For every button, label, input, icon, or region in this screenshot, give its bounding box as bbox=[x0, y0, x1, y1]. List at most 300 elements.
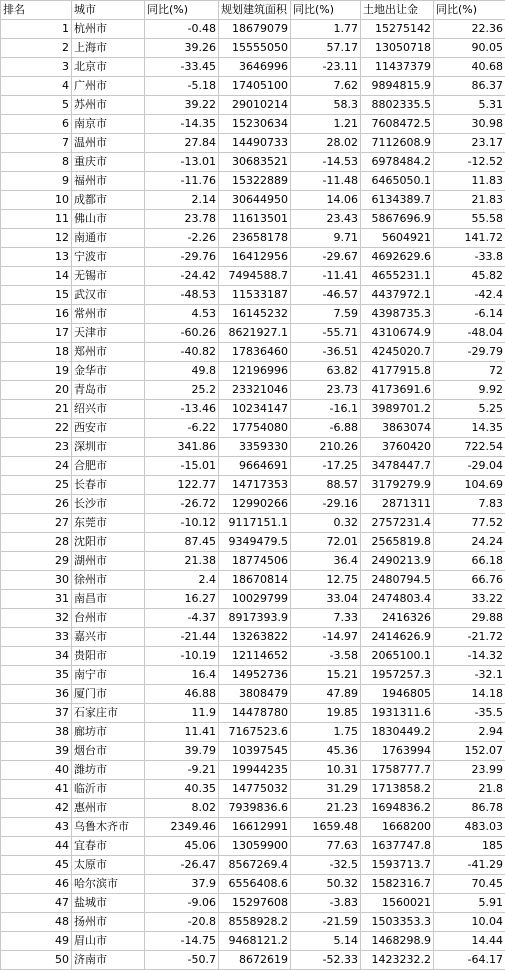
table-row bbox=[1, 419, 505, 438]
land-revenue-cell: 1668200 bbox=[361, 818, 434, 837]
rank-cell: 36 bbox=[1, 685, 72, 704]
yoy-3-cell: 483.03 bbox=[434, 818, 505, 837]
planned-area-cell: 15555050 bbox=[219, 39, 291, 58]
land-revenue-cell: 1503353.3 bbox=[361, 913, 434, 932]
planned-area-cell: 10029799 bbox=[219, 590, 291, 609]
yoy-3-cell: 70.45 bbox=[434, 875, 505, 894]
city-cell: 长春市 bbox=[72, 476, 145, 495]
table-row bbox=[1, 115, 505, 134]
yoy-1-cell: 23.78 bbox=[145, 210, 219, 229]
yoy-2-cell: 28.02 bbox=[291, 134, 361, 153]
rank-cell: 22 bbox=[1, 419, 72, 438]
yoy-2-cell: 1.75 bbox=[291, 723, 361, 742]
rank-cell: 10 bbox=[1, 191, 72, 210]
rank-cell: 27 bbox=[1, 514, 72, 533]
yoy-1-cell: 39.26 bbox=[145, 39, 219, 58]
yoy-2-cell: 7.33 bbox=[291, 609, 361, 628]
planned-area-cell: 13263822 bbox=[219, 628, 291, 647]
yoy-3-cell: 104.69 bbox=[434, 476, 505, 495]
land-revenue-cell: 9894815.9 bbox=[361, 77, 434, 96]
rank-cell: 37 bbox=[1, 704, 72, 723]
yoy-3-cell: 55.58 bbox=[434, 210, 505, 229]
land-revenue-cell: 4692629.6 bbox=[361, 248, 434, 267]
city-cell: 佛山市 bbox=[72, 210, 145, 229]
table-row bbox=[1, 951, 505, 970]
yoy-2-cell: 47.89 bbox=[291, 685, 361, 704]
rank-cell: 23 bbox=[1, 438, 72, 457]
city-cell: 福州市 bbox=[72, 172, 145, 191]
rank-cell: 16 bbox=[1, 305, 72, 324]
table-row bbox=[1, 533, 505, 552]
yoy-1-cell: -33.45 bbox=[145, 58, 219, 77]
table-row bbox=[1, 761, 505, 780]
land-revenue-cell: 1957257.3 bbox=[361, 666, 434, 685]
yoy-3-cell: 152.07 bbox=[434, 742, 505, 761]
yoy-2-cell: 23.43 bbox=[291, 210, 361, 229]
yoy-3-cell: 23.99 bbox=[434, 761, 505, 780]
rank-cell: 44 bbox=[1, 837, 72, 856]
table-row bbox=[1, 780, 505, 799]
rank-cell: 17 bbox=[1, 324, 72, 343]
yoy-2-cell: -14.97 bbox=[291, 628, 361, 647]
land-revenue-cell: 2757231.4 bbox=[361, 514, 434, 533]
table-row bbox=[1, 153, 505, 172]
land-revenue-cell: 2871311 bbox=[361, 495, 434, 514]
planned-area-cell: 15230634 bbox=[219, 115, 291, 134]
yoy-2-cell: -52.33 bbox=[291, 951, 361, 970]
city-cell: 南宁市 bbox=[72, 666, 145, 685]
land-revenue-cell: 6465050.1 bbox=[361, 172, 434, 191]
rank-cell: 25 bbox=[1, 476, 72, 495]
yoy-1-cell: 11.9 bbox=[145, 704, 219, 723]
table-row bbox=[1, 286, 505, 305]
yoy-1-cell: -48.53 bbox=[145, 286, 219, 305]
planned-area-cell: 3359330 bbox=[219, 438, 291, 457]
land-revenue-cell: 1931311.6 bbox=[361, 704, 434, 723]
land-revenue-cell: 4310674.9 bbox=[361, 324, 434, 343]
yoy-3-cell: -41.29 bbox=[434, 856, 505, 875]
city-cell: 台州市 bbox=[72, 609, 145, 628]
yoy-1-cell: -10.19 bbox=[145, 647, 219, 666]
planned-area-cell: 3808479 bbox=[219, 685, 291, 704]
yoy-1-cell: -9.06 bbox=[145, 894, 219, 913]
land-revenue-cell: 1713858.2 bbox=[361, 780, 434, 799]
yoy-3-cell: -14.32 bbox=[434, 647, 505, 666]
rank-cell: 39 bbox=[1, 742, 72, 761]
land-revenue-cell: 2474803.4 bbox=[361, 590, 434, 609]
city-cell: 济南市 bbox=[72, 951, 145, 970]
yoy-3-cell: 21.8 bbox=[434, 780, 505, 799]
yoy-2-cell: 0.32 bbox=[291, 514, 361, 533]
rank-cell: 1 bbox=[1, 20, 72, 39]
rank-cell: 50 bbox=[1, 951, 72, 970]
yoy-2-cell: 1659.48 bbox=[291, 818, 361, 837]
land-revenue-cell: 4398735.3 bbox=[361, 305, 434, 324]
table-row bbox=[1, 267, 505, 286]
yoy-3-cell: 72 bbox=[434, 362, 505, 381]
yoy-3-cell: 5.91 bbox=[434, 894, 505, 913]
yoy-3-cell: 86.37 bbox=[434, 77, 505, 96]
table-row bbox=[1, 77, 505, 96]
table-row bbox=[1, 799, 505, 818]
yoy-1-cell: -4.37 bbox=[145, 609, 219, 628]
yoy-1-cell: -26.47 bbox=[145, 856, 219, 875]
yoy-3-cell: -21.72 bbox=[434, 628, 505, 647]
land-revenue-cell: 1637747.8 bbox=[361, 837, 434, 856]
planned-area-cell: 12990266 bbox=[219, 495, 291, 514]
city-cell: 廊坊市 bbox=[72, 723, 145, 742]
yoy-2-cell: 77.63 bbox=[291, 837, 361, 856]
land-revenue-cell: 7608472.5 bbox=[361, 115, 434, 134]
land-revenue-cell: 3989701.2 bbox=[361, 400, 434, 419]
yoy-1-cell: -29.76 bbox=[145, 248, 219, 267]
city-cell: 沈阳市 bbox=[72, 533, 145, 552]
yoy-2-cell: 15.21 bbox=[291, 666, 361, 685]
planned-area-cell: 7167523.6 bbox=[219, 723, 291, 742]
land-revenue-cell: 3478447.7 bbox=[361, 457, 434, 476]
planned-area-cell: 23321046 bbox=[219, 381, 291, 400]
planned-area-cell: 8621927.1 bbox=[219, 324, 291, 343]
rank-cell: 34 bbox=[1, 647, 72, 666]
city-cell: 无锡市 bbox=[72, 267, 145, 286]
planned-area-cell: 15297608 bbox=[219, 894, 291, 913]
yoy-1-cell: 2349.46 bbox=[145, 818, 219, 837]
planned-area-cell: 16612991 bbox=[219, 818, 291, 837]
city-cell: 乌鲁木齐市 bbox=[72, 818, 145, 837]
city-cell: 惠州市 bbox=[72, 799, 145, 818]
city-cell: 重庆市 bbox=[72, 153, 145, 172]
yoy-3-cell: 9.92 bbox=[434, 381, 505, 400]
yoy-1-cell: -11.76 bbox=[145, 172, 219, 191]
rank-cell: 30 bbox=[1, 571, 72, 590]
planned-area-cell: 8558928.2 bbox=[219, 913, 291, 932]
city-cell: 成都市 bbox=[72, 191, 145, 210]
city-cell: 太原市 bbox=[72, 856, 145, 875]
yoy-2-cell: 58.3 bbox=[291, 96, 361, 115]
yoy-1-cell: 87.45 bbox=[145, 533, 219, 552]
land-revenue-cell: 2416326 bbox=[361, 609, 434, 628]
rank-cell: 26 bbox=[1, 495, 72, 514]
city-cell: 青岛市 bbox=[72, 381, 145, 400]
land-revenue-cell: 3760420 bbox=[361, 438, 434, 457]
yoy-3-cell: 21.83 bbox=[434, 191, 505, 210]
table-row bbox=[1, 647, 505, 666]
table-row bbox=[1, 96, 505, 115]
planned-area-cell: 7939836.6 bbox=[219, 799, 291, 818]
planned-area-cell: 30683521 bbox=[219, 153, 291, 172]
yoy-3-cell: 30.98 bbox=[434, 115, 505, 134]
yoy-3-cell: 185 bbox=[434, 837, 505, 856]
header-planned-area: 规划建筑面积 bbox=[219, 1, 291, 20]
table-row bbox=[1, 438, 505, 457]
yoy-2-cell: 9.71 bbox=[291, 229, 361, 248]
yoy-2-cell: -29.67 bbox=[291, 248, 361, 267]
land-revenue-cell: 2414626.9 bbox=[361, 628, 434, 647]
table-row bbox=[1, 134, 505, 153]
land-revenue-cell: 5604921 bbox=[361, 229, 434, 248]
yoy-2-cell: -23.11 bbox=[291, 58, 361, 77]
yoy-2-cell: 45.36 bbox=[291, 742, 361, 761]
table-row bbox=[1, 514, 505, 533]
land-revenue-cell: 1763994 bbox=[361, 742, 434, 761]
yoy-1-cell: -26.72 bbox=[145, 495, 219, 514]
city-cell: 深圳市 bbox=[72, 438, 145, 457]
city-cell: 潍坊市 bbox=[72, 761, 145, 780]
yoy-2-cell: -6.88 bbox=[291, 419, 361, 438]
yoy-2-cell: 21.23 bbox=[291, 799, 361, 818]
yoy-1-cell: -6.22 bbox=[145, 419, 219, 438]
yoy-2-cell: -11.41 bbox=[291, 267, 361, 286]
table-row bbox=[1, 248, 505, 267]
planned-area-cell: 10397545 bbox=[219, 742, 291, 761]
header-city: 城市 bbox=[72, 1, 145, 20]
table-row bbox=[1, 381, 505, 400]
yoy-1-cell: 39.22 bbox=[145, 96, 219, 115]
rank-cell: 28 bbox=[1, 533, 72, 552]
header-rank: 排名 bbox=[1, 1, 72, 20]
city-cell: 嘉兴市 bbox=[72, 628, 145, 647]
table-row bbox=[1, 362, 505, 381]
yoy-1-cell: 40.35 bbox=[145, 780, 219, 799]
land-revenue-cell: 4173691.6 bbox=[361, 381, 434, 400]
city-cell: 天津市 bbox=[72, 324, 145, 343]
table-row bbox=[1, 894, 505, 913]
rank-cell: 12 bbox=[1, 229, 72, 248]
yoy-1-cell: -24.42 bbox=[145, 267, 219, 286]
yoy-1-cell: -10.12 bbox=[145, 514, 219, 533]
rank-cell: 20 bbox=[1, 381, 72, 400]
yoy-3-cell: 2.94 bbox=[434, 723, 505, 742]
table-row bbox=[1, 875, 505, 894]
table-row bbox=[1, 837, 505, 856]
table-row bbox=[1, 932, 505, 951]
yoy-3-cell: 14.35 bbox=[434, 419, 505, 438]
planned-area-cell: 17405100 bbox=[219, 77, 291, 96]
land-revenue-cell: 11437379 bbox=[361, 58, 434, 77]
rank-cell: 40 bbox=[1, 761, 72, 780]
planned-area-cell: 12114652 bbox=[219, 647, 291, 666]
yoy-2-cell: -29.16 bbox=[291, 495, 361, 514]
rank-cell: 49 bbox=[1, 932, 72, 951]
yoy-1-cell: -21.44 bbox=[145, 628, 219, 647]
city-cell: 湖州市 bbox=[72, 552, 145, 571]
yoy-2-cell: 7.62 bbox=[291, 77, 361, 96]
yoy-1-cell: -15.01 bbox=[145, 457, 219, 476]
yoy-1-cell: 25.2 bbox=[145, 381, 219, 400]
yoy-1-cell: -14.35 bbox=[145, 115, 219, 134]
yoy-3-cell: 22.36 bbox=[434, 20, 505, 39]
table-row bbox=[1, 58, 505, 77]
table-row bbox=[1, 324, 505, 343]
table-row bbox=[1, 818, 505, 837]
land-revenue-cell: 13050718 bbox=[361, 39, 434, 58]
planned-area-cell: 16145232 bbox=[219, 305, 291, 324]
rank-cell: 24 bbox=[1, 457, 72, 476]
yoy-1-cell: -9.21 bbox=[145, 761, 219, 780]
yoy-1-cell: -13.46 bbox=[145, 400, 219, 419]
rank-cell: 41 bbox=[1, 780, 72, 799]
yoy-3-cell: -29.04 bbox=[434, 457, 505, 476]
planned-area-cell: 14717353 bbox=[219, 476, 291, 495]
yoy-2-cell: 210.26 bbox=[291, 438, 361, 457]
yoy-1-cell: -40.82 bbox=[145, 343, 219, 362]
city-cell: 西安市 bbox=[72, 419, 145, 438]
yoy-1-cell: 37.9 bbox=[145, 875, 219, 894]
yoy-2-cell: 14.06 bbox=[291, 191, 361, 210]
planned-area-cell: 6556408.6 bbox=[219, 875, 291, 894]
yoy-1-cell: 8.02 bbox=[145, 799, 219, 818]
yoy-1-cell: 16.27 bbox=[145, 590, 219, 609]
rank-cell: 18 bbox=[1, 343, 72, 362]
land-revenue-cell: 1582316.7 bbox=[361, 875, 434, 894]
yoy-2-cell: -32.5 bbox=[291, 856, 361, 875]
land-revenue-cell: 1830449.2 bbox=[361, 723, 434, 742]
table-row bbox=[1, 704, 505, 723]
land-revenue-cell: 7112608.9 bbox=[361, 134, 434, 153]
land-revenue-cell: 2490213.9 bbox=[361, 552, 434, 571]
yoy-2-cell: 50.32 bbox=[291, 875, 361, 894]
planned-area-cell: 9117151.1 bbox=[219, 514, 291, 533]
city-cell: 长沙市 bbox=[72, 495, 145, 514]
table-row bbox=[1, 685, 505, 704]
rank-cell: 33 bbox=[1, 628, 72, 647]
table-row bbox=[1, 628, 505, 647]
table-row bbox=[1, 856, 505, 875]
table-row bbox=[1, 723, 505, 742]
yoy-1-cell: 341.86 bbox=[145, 438, 219, 457]
planned-area-cell: 8672619 bbox=[219, 951, 291, 970]
yoy-1-cell: -14.75 bbox=[145, 932, 219, 951]
city-cell: 南通市 bbox=[72, 229, 145, 248]
yoy-3-cell: -32.1 bbox=[434, 666, 505, 685]
planned-area-cell: 14952736 bbox=[219, 666, 291, 685]
planned-area-cell: 11613501 bbox=[219, 210, 291, 229]
planned-area-cell: 7494588.7 bbox=[219, 267, 291, 286]
planned-area-cell: 17754080 bbox=[219, 419, 291, 438]
yoy-3-cell: 722.54 bbox=[434, 438, 505, 457]
yoy-3-cell: -6.14 bbox=[434, 305, 505, 324]
land-revenue-cell: 1694836.2 bbox=[361, 799, 434, 818]
land-revenue-cell: 6134389.7 bbox=[361, 191, 434, 210]
planned-area-cell: 30644950 bbox=[219, 191, 291, 210]
city-cell: 石家庄市 bbox=[72, 704, 145, 723]
yoy-2-cell: -3.83 bbox=[291, 894, 361, 913]
city-cell: 金华市 bbox=[72, 362, 145, 381]
yoy-1-cell: -2.26 bbox=[145, 229, 219, 248]
rank-cell: 48 bbox=[1, 913, 72, 932]
yoy-1-cell: -60.26 bbox=[145, 324, 219, 343]
land-revenue-cell: 8802335.5 bbox=[361, 96, 434, 115]
city-cell: 常州市 bbox=[72, 305, 145, 324]
table-row bbox=[1, 191, 505, 210]
yoy-2-cell: 57.17 bbox=[291, 39, 361, 58]
rank-cell: 31 bbox=[1, 590, 72, 609]
table-row bbox=[1, 210, 505, 229]
yoy-2-cell: -46.57 bbox=[291, 286, 361, 305]
yoy-3-cell: 29.88 bbox=[434, 609, 505, 628]
yoy-2-cell: -55.71 bbox=[291, 324, 361, 343]
yoy-2-cell: 12.75 bbox=[291, 571, 361, 590]
header-yoy-1: 同比(%) bbox=[145, 1, 219, 20]
yoy-2-cell: 88.57 bbox=[291, 476, 361, 495]
land-revenue-cell: 5867696.9 bbox=[361, 210, 434, 229]
rank-cell: 38 bbox=[1, 723, 72, 742]
land-revenue-cell: 1758777.7 bbox=[361, 761, 434, 780]
yoy-3-cell: 86.78 bbox=[434, 799, 505, 818]
city-cell: 宜春市 bbox=[72, 837, 145, 856]
yoy-1-cell: 46.88 bbox=[145, 685, 219, 704]
yoy-3-cell: 14.18 bbox=[434, 685, 505, 704]
land-revenue-cell: 1560021 bbox=[361, 894, 434, 913]
city-cell: 苏州市 bbox=[72, 96, 145, 115]
planned-area-cell: 14478780 bbox=[219, 704, 291, 723]
city-cell: 广州市 bbox=[72, 77, 145, 96]
table-row bbox=[1, 666, 505, 685]
city-cell: 郑州市 bbox=[72, 343, 145, 362]
yoy-3-cell: 11.83 bbox=[434, 172, 505, 191]
yoy-2-cell: 23.73 bbox=[291, 381, 361, 400]
city-cell: 合肥市 bbox=[72, 457, 145, 476]
yoy-3-cell: 5.25 bbox=[434, 400, 505, 419]
land-revenue-cell: 3863074 bbox=[361, 419, 434, 438]
land-revenue-cell: 2065100.1 bbox=[361, 647, 434, 666]
yoy-2-cell: 7.59 bbox=[291, 305, 361, 324]
yoy-1-cell: 2.4 bbox=[145, 571, 219, 590]
table-row bbox=[1, 590, 505, 609]
yoy-2-cell: -11.48 bbox=[291, 172, 361, 191]
yoy-3-cell: -64.17 bbox=[434, 951, 505, 970]
table-row bbox=[1, 609, 505, 628]
planned-area-cell: 14775032 bbox=[219, 780, 291, 799]
city-cell: 厦门市 bbox=[72, 685, 145, 704]
yoy-2-cell: 72.01 bbox=[291, 533, 361, 552]
city-cell: 宁波市 bbox=[72, 248, 145, 267]
planned-area-cell: 9664691 bbox=[219, 457, 291, 476]
yoy-3-cell: 66.76 bbox=[434, 571, 505, 590]
yoy-2-cell: -17.25 bbox=[291, 457, 361, 476]
city-cell: 盐城市 bbox=[72, 894, 145, 913]
table-row bbox=[1, 552, 505, 571]
city-cell: 眉山市 bbox=[72, 932, 145, 951]
city-cell: 烟台市 bbox=[72, 742, 145, 761]
header-yoy-3: 同比(%) bbox=[434, 1, 505, 20]
yoy-2-cell: 63.82 bbox=[291, 362, 361, 381]
rank-cell: 7 bbox=[1, 134, 72, 153]
yoy-2-cell: 19.85 bbox=[291, 704, 361, 723]
land-revenue-cell: 6978484.2 bbox=[361, 153, 434, 172]
rank-cell: 3 bbox=[1, 58, 72, 77]
yoy-1-cell: 21.38 bbox=[145, 552, 219, 571]
planned-area-cell: 9468121.2 bbox=[219, 932, 291, 951]
header-land-revenue: 土地出让金 bbox=[361, 1, 434, 20]
yoy-3-cell: 5.31 bbox=[434, 96, 505, 115]
land-revenue-cell: 1593713.7 bbox=[361, 856, 434, 875]
table-row bbox=[1, 172, 505, 191]
city-cell: 北京市 bbox=[72, 58, 145, 77]
land-revenue-cell: 1946805 bbox=[361, 685, 434, 704]
yoy-1-cell: 11.41 bbox=[145, 723, 219, 742]
rank-cell: 11 bbox=[1, 210, 72, 229]
land-revenue-cell: 2565819.8 bbox=[361, 533, 434, 552]
rank-cell: 29 bbox=[1, 552, 72, 571]
rank-cell: 21 bbox=[1, 400, 72, 419]
city-cell: 杭州市 bbox=[72, 20, 145, 39]
yoy-3-cell: 10.04 bbox=[434, 913, 505, 932]
city-cell: 贵阳市 bbox=[72, 647, 145, 666]
yoy-3-cell: -33.8 bbox=[434, 248, 505, 267]
yoy-2-cell: 31.29 bbox=[291, 780, 361, 799]
table-row bbox=[1, 571, 505, 590]
